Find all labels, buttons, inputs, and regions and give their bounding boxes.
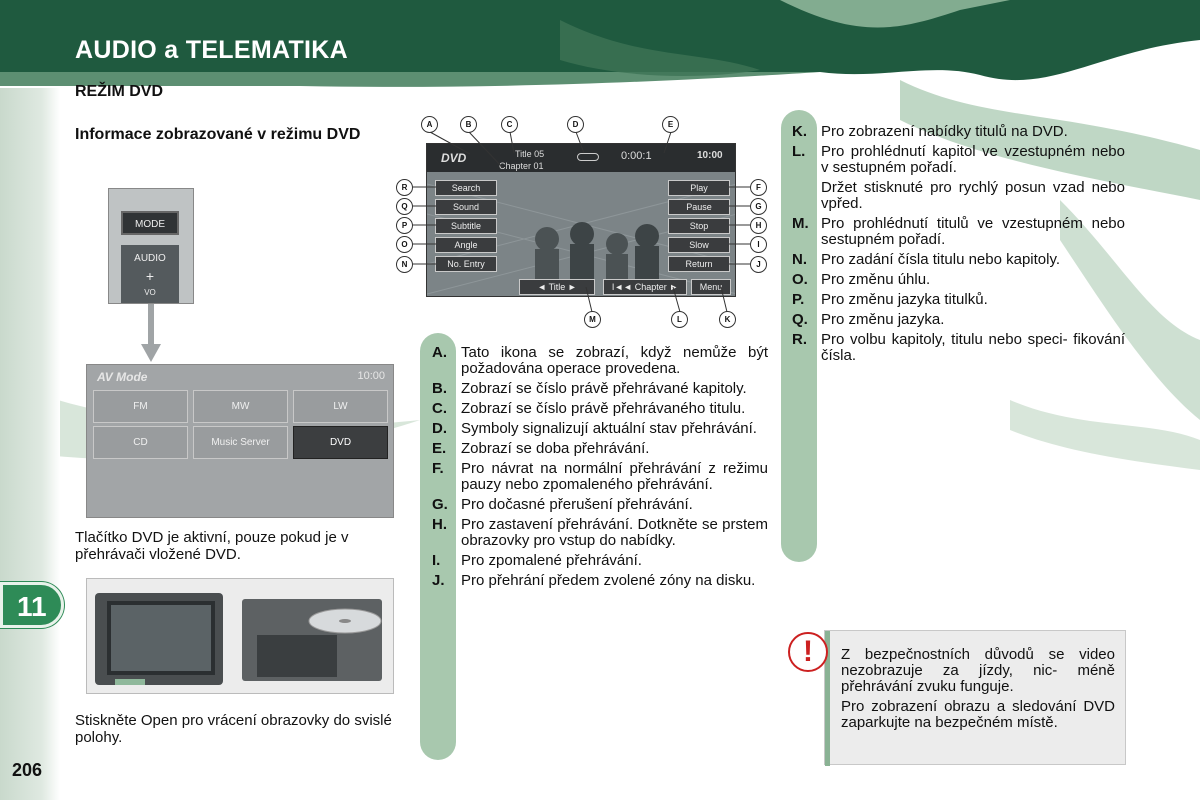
callout-k: K [719,311,736,328]
dvd-elapsed-time: 0:00:1 [621,150,652,162]
definition-key: E. [432,440,447,457]
callout-n: N [396,256,413,273]
definition-text: Tato ikona se zobrazí, když nemůže být požadována operace provedena. [461,344,768,377]
definition-text: Pro zastavení přehrávání. Dotkněte se prstem obrazovky pro vstup do nabídky. [461,516,768,549]
callout-h: H [750,217,767,234]
definition-key: J. [432,572,445,589]
dvd-pause-button[interactable]: Pause [668,199,730,215]
definition-key: B. [432,380,447,397]
definition-item [792,312,1125,328]
warning-paragraph-2: Pro zobrazení obrazu a sledování DVD zaparkujte na bezpečném místě. [841,698,1115,731]
callout-d: D [567,116,584,133]
definition-text: Pro změnu jazyka. [821,311,945,328]
definition-text: Pro zpomalené přehrávání. [461,552,642,569]
callout-r: R [396,179,413,196]
definition-key: H. [432,516,447,533]
av-button-lw[interactable]: LW [293,390,388,423]
warning-text [841,647,1115,735]
vo-label: VO [144,288,156,297]
definition-item [432,401,768,417]
dvd-chapter-nav-button[interactable]: I◄◄ Chapter ► [603,279,687,295]
dvd-sound-button[interactable]: Sound [435,199,497,215]
definition-text: Pro dočasné přerušení přehrávání. [461,496,693,513]
definition-key: O. [792,271,808,288]
definition-item [432,573,768,589]
definition-item [432,421,768,437]
definition-text: Pro změnu jazyka titulků. [821,291,988,308]
plus-label: + [145,268,155,284]
definition-text: Zobrazí se číslo právě přehrávaného titulu. [461,400,746,417]
definition-key: Q. [792,311,808,328]
warning-paragraph-1: Z bezpečnostních důvodů se video nezobrazuje za jízdy, nic- méně přehrávání zvuku funguje. [841,646,1115,695]
definition-item [432,381,768,397]
callout-a: A [421,116,438,133]
av-button-dvd[interactable]: DVD [293,426,388,459]
av-button-music-server[interactable]: Music Server [193,426,288,459]
definition-item [792,144,1125,176]
definition-text: Držet stisknuté pro rychlý posun vzad nebo vpřed. [821,179,1125,212]
definition-item [432,553,768,569]
warning-icon-glyph: ! [803,635,813,668]
definition-item [792,124,1125,140]
definition-key: R. [792,331,807,348]
caption-dvd-active: Tlačítko DVD je aktivní, pouze pokud je v přehrávači vložené DVD. [75,529,349,563]
dvd-menu-button[interactable]: Menu [691,279,731,295]
definition-key: N. [792,251,807,268]
callout-b: B [460,116,477,133]
definition-text: Pro volbu kapitoly, titulu nebo speci- fikování čísla. [821,331,1125,364]
definition-key [792,180,821,212]
av-button-mw[interactable]: MW [193,390,288,423]
dvd-clock: 10:00 [697,150,723,161]
callout-m: M [584,311,601,328]
definition-item [792,292,1125,308]
subsection-title: Informace zobrazované v režimu DVD [75,126,361,143]
callout-p: P [396,217,413,234]
audio-label: AUDIO [134,253,166,264]
definition-key: L. [792,143,806,160]
callout-o: O [396,236,413,253]
definition-text: Zobrazí se doba přehrávání. [461,440,650,457]
dvd-chapter-info: Chapter 01 [499,161,544,171]
dvd-no-entry-button[interactable]: No. Entry [435,256,497,272]
dvd-subtitle-button[interactable]: Subtitle [435,218,497,234]
definition-text: Pro zobrazení nabídky titulů na DVD. [821,123,1068,140]
definition-text: Pro přehrání předem zvolené zóny na disku. [461,572,756,589]
av-button-fm[interactable]: FM [93,390,188,423]
definition-text: Pro zadání čísla titulu nebo kapitoly. [821,251,1061,268]
callout-q: Q [396,198,413,215]
chapter-number: 11 [17,591,47,622]
callout-g: G [750,198,767,215]
mode-button: MODE [121,211,179,235]
definition-key: D. [432,420,447,437]
dvd-slow-button[interactable]: Slow [668,237,730,253]
definition-text: Symboly signalizují aktuální stav přehrávání. [461,420,757,437]
definition-key: M. [792,215,809,232]
callout-i: I [750,236,767,253]
header-title: AUDIO a TELEMATIKA [75,36,348,64]
page-number: 206 [12,760,43,780]
definition-item [792,216,1125,248]
definition-list-right [792,124,1125,368]
definition-item [792,180,1125,212]
dvd-angle-button[interactable]: Angle [435,237,497,253]
section-title: REŽIM DVD [75,83,163,100]
definition-list-middle [432,345,768,593]
definition-item [432,461,768,493]
definition-key: I. [432,552,441,569]
dvd-title-nav-button[interactable]: ◄ Title ► [519,279,595,295]
av-button-cd[interactable]: CD [93,426,188,459]
definition-text: Pro změnu úhlu. [821,271,931,288]
dvd-title-info: Title 05 [515,149,545,159]
dvd-play-button[interactable]: Play [668,180,730,196]
dvd-logo: DVD [441,151,467,165]
caption-open: Stiskněte Open pro vrácení obrazovky do svislé polohy. [75,712,392,746]
definition-text: Pro prohlédnutí titulů ve vzestupném nebo sestupném pořadí. [821,215,1125,248]
callout-f: F [750,179,767,196]
dvd-search-button[interactable]: Search [435,180,497,196]
callout-e: E [662,116,679,133]
warning-icon [788,632,828,672]
definition-item [432,497,768,513]
definition-item [432,517,768,549]
dvd-stop-button[interactable]: Stop [668,218,730,234]
av-mode-title: AV Mode [97,370,148,384]
dvd-return-button[interactable]: Return [668,256,730,272]
definition-key: P. [792,291,805,308]
definition-item [432,345,768,377]
definition-item [432,441,768,457]
definition-key: A. [432,344,447,361]
warning-box [824,630,1126,765]
definition-item [792,252,1125,268]
definition-text: Zobrazí se číslo právě přehrávané kapitoly. [461,380,747,397]
callout-c: C [501,116,518,133]
definition-text: Pro prohlédnutí kapitol ve vzestupném nebo v sestupném pořadí. [821,143,1125,176]
definition-key: K. [792,123,807,140]
definition-key: C. [432,400,447,417]
av-mode-time: 10:00 [357,370,385,382]
callout-l: L [671,311,688,328]
callout-j: J [750,256,767,273]
definition-key: G. [432,496,448,513]
definition-key: F. [432,460,444,477]
definition-item [792,272,1125,288]
definition-item [792,332,1125,364]
definition-text: Pro návrat na normální přehrávání z režimu pauzy nebo zpomaleného přehrávání. [461,460,768,493]
